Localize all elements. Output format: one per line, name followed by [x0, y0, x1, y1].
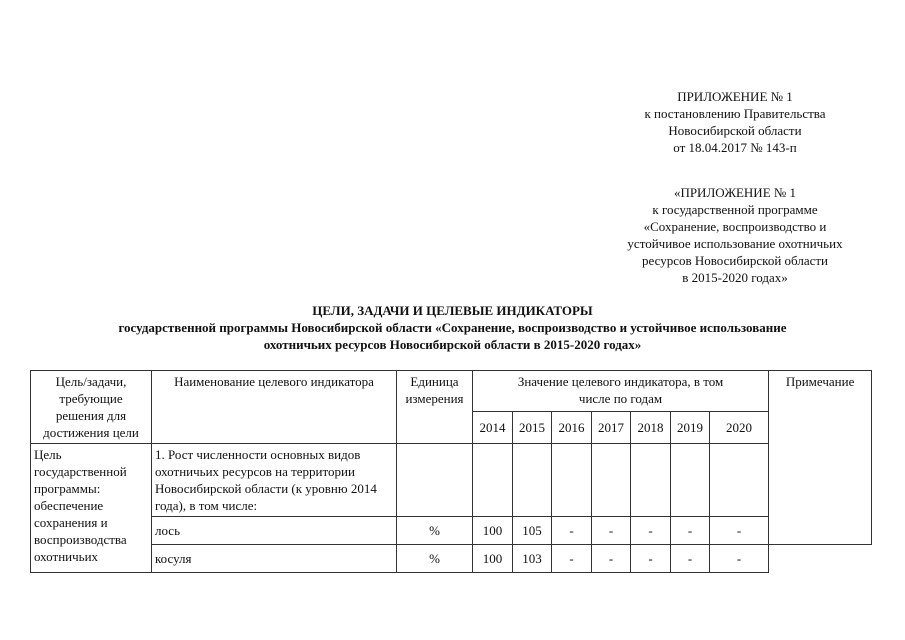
- annex-line: к государственной программе: [652, 202, 818, 217]
- row-unit: %: [397, 517, 473, 545]
- row-value: -: [631, 545, 671, 573]
- annex-line: «ПРИЛОЖЕНИЕ № 1: [673, 185, 797, 200]
- row-value: -: [710, 545, 769, 573]
- empty-cell: [710, 444, 769, 517]
- annex-line: в 2015-2020 годах»: [682, 270, 788, 285]
- year-cell: 2014: [473, 412, 513, 444]
- empty-cell: [397, 444, 473, 517]
- empty-cell: [552, 444, 592, 517]
- indicator-main: 1. Рост численности основных видов охотничьих ресурсов на территории Новосибирской области (к уровню 2014 года), в том числе:: [152, 444, 397, 517]
- title-line-1: ЦЕЛИ, ЗАДАЧИ И ЦЕЛЕВЫЕ ИНДИКАТОРЫ: [312, 303, 593, 318]
- empty-cell: [513, 444, 552, 517]
- row-value: -: [552, 517, 592, 545]
- year-cell: 2019: [671, 412, 710, 444]
- annex-line: Новосибирской области: [668, 123, 802, 138]
- annex-line: от 18.04.2017 № 143-п: [673, 140, 797, 155]
- annex-header-program: [590, 184, 880, 286]
- annex-header-decree: [600, 88, 870, 156]
- annex-line: «Сохранение, воспроизводство и: [643, 219, 827, 234]
- year-cell: 2020: [710, 412, 769, 444]
- title-line-3: охотничьих ресурсов Новосибирской области в 2015-2020 годах»: [263, 337, 642, 352]
- row-value: -: [592, 517, 631, 545]
- header-note: Примечание: [769, 371, 872, 545]
- year-cell: 2018: [631, 412, 671, 444]
- row-value: 100: [473, 545, 513, 573]
- table-row: [31, 517, 872, 545]
- row-value: 105: [513, 517, 552, 545]
- annex-line: ресурсов Новосибирской области: [642, 253, 828, 268]
- row-value: 100: [473, 517, 513, 545]
- row-name: лось: [152, 517, 397, 545]
- empty-cell: [631, 444, 671, 517]
- title-line-2: государственной программы Новосибирской области «Сохранение, воспроизводство и устойчивое использование: [118, 320, 787, 335]
- annex-line: ПРИЛОЖЕНИЕ № 1: [677, 89, 793, 104]
- annex-line: устойчивое использование охотничьих: [627, 236, 843, 251]
- row-value: -: [631, 517, 671, 545]
- row-value: -: [671, 517, 710, 545]
- year-cell: 2015: [513, 412, 552, 444]
- row-value: -: [552, 545, 592, 573]
- empty-cell: [592, 444, 631, 517]
- year-cell: 2017: [592, 412, 631, 444]
- row-value: 103: [513, 545, 552, 573]
- row-value: -: [592, 545, 631, 573]
- table-row: [31, 545, 872, 573]
- header-values: Значение целевого индикатора, в том числе по годам: [473, 371, 769, 412]
- row-unit: %: [397, 545, 473, 573]
- indicators-table: [30, 370, 872, 573]
- year-cell: 2016: [552, 412, 592, 444]
- row-value: -: [671, 545, 710, 573]
- row-value: -: [710, 517, 769, 545]
- document-title: [0, 302, 905, 353]
- goal-cell: Цель государственной программы: обеспечение сохранения и воспроизводства охотничьих: [31, 444, 152, 573]
- header-indicator: Наименование целевого индикатора: [152, 371, 397, 444]
- empty-cell: [473, 444, 513, 517]
- row-name: косуля: [152, 545, 397, 573]
- empty-cell: [671, 444, 710, 517]
- header-goal: Цель/задачи, требующие решения для достижения цели: [31, 371, 152, 444]
- annex-line: к постановлению Правительства: [644, 106, 826, 121]
- header-unit: Единица измерения: [397, 371, 473, 444]
